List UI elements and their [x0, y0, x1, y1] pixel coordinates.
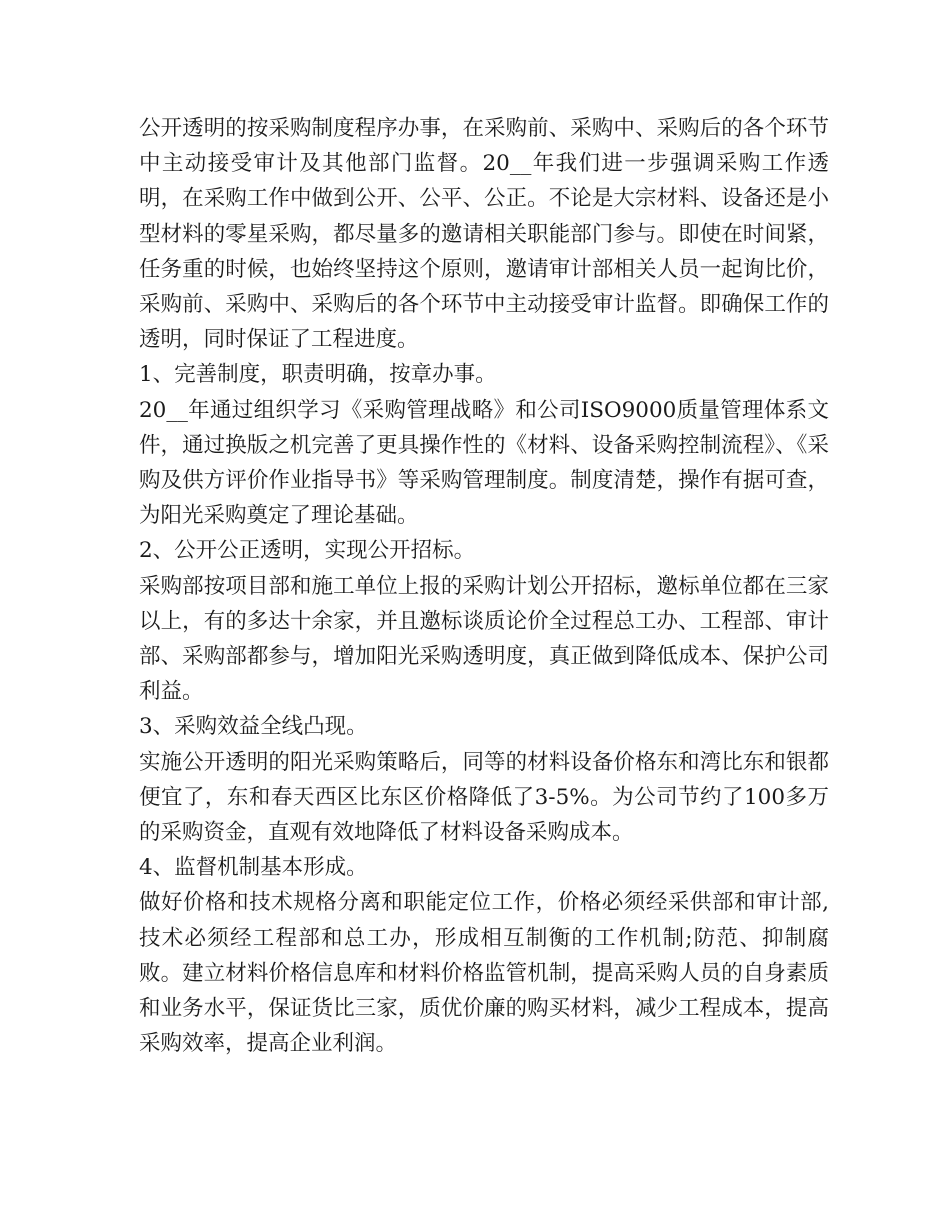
section-heading-4: 4、监督机制基本形成。: [139, 855, 368, 881]
paragraph-system: 20__年通过组织学习《采购管理战略》和公司ISO9000质量管理体系文件，通过换版之机完善了更具操作性的《材料、设备采购控制流程》、《采购及供方评价作业指导书》等采购管理制度。制度清楚，操作有据可查，为阳光采购奠定了理论基础。: [139, 397, 829, 529]
section-heading-2: 2、公开公正透明，实现公开招标。: [139, 538, 476, 564]
paragraph-transparency: 公开透明的按采购制度程序办事，在采购前、采购中、采购后的各个环节中主动接受审计及其他部门监督。20__年我们进一步强调采购工作透明，在采购工作中做到公开、公平、公正。不论是大宗材料、设备还是小型材料的零星采购，都尽量多的邀请相关职能部门参与。即使在时间紧，任务重的时候，也始终坚持这个原则，邀请审计部相关人员一起询比价，采购前、采购中、采购后的各个环节中主动接受审计监督。即确保工作的透明，同时保证了工程进度。: [139, 116, 829, 353]
section-heading-1: 1、完善制度，职责明确，按章办事。: [139, 362, 497, 388]
paragraph-supervision: 做好价格和技术规格分离和职能定位工作，价格必须经采供部和审计部,技术必须经工程部和总工办，形成相互制衡的工作机制;防范、抑制腐败。建立材料价格信息库和材料价格监管机制，提高采购人员的自身素质和业务水平，保证货比三家，质优价廉的购买材料，减少工程成本，提高采购效率，提高企业利润。: [139, 890, 829, 1057]
section-heading-3: 3、采购效益全线凸现。: [139, 714, 368, 740]
paragraph-benefits: 实施公开透明的阳光采购策略后，同等的材料设备价格东和湾比东和银都便宜了，东和春天西区比东区价格降低了3-5%。为公司节约了100多万的采购资金，直观有效地降低了材料设备采购成本。: [139, 749, 829, 846]
document-body: [139, 111, 829, 1061]
paragraph-bidding: 采购部按项目部和施工单位上报的采购计划公开招标，邀标单位都在三家以上，有的多达十余家，并且邀标谈质论价全过程总工办、工程部、审计部、采购部都参与，增加阳光采购透明度，真正做到降低成本、保护公司利益。: [139, 573, 829, 705]
